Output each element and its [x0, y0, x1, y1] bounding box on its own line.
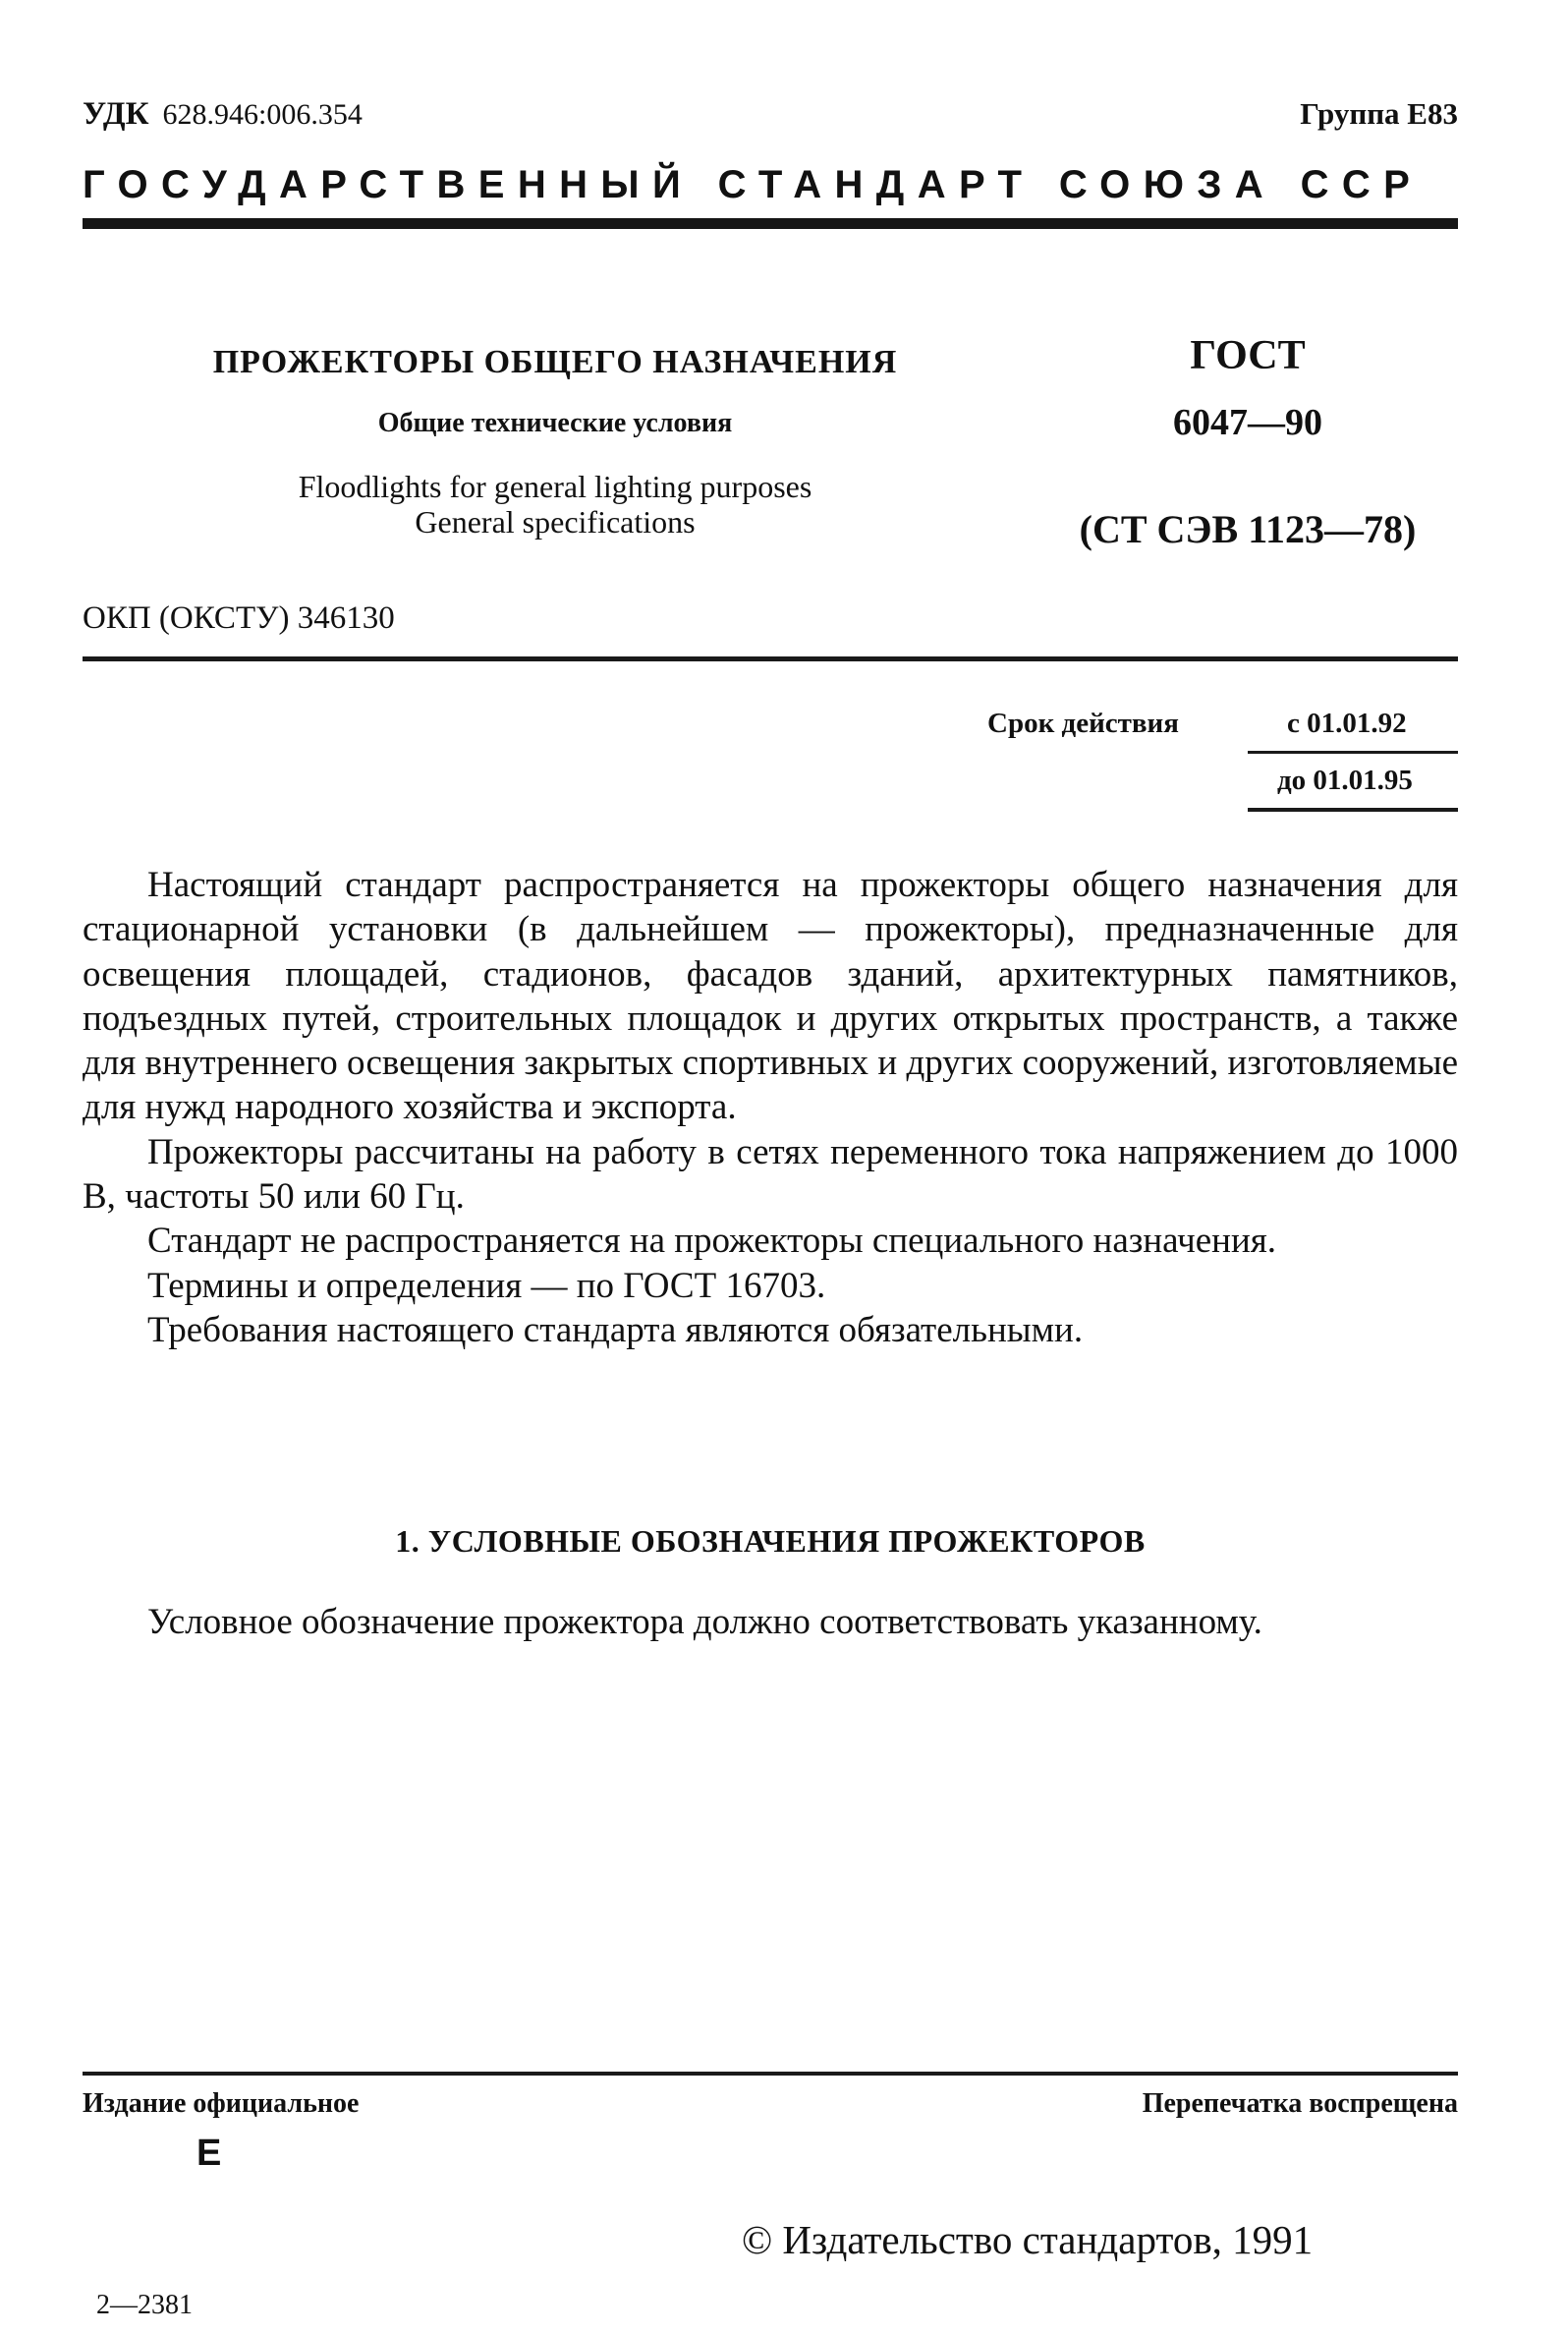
validity-rule-1 [1248, 751, 1458, 754]
paragraph-terms: Термины и определения — по ГОСТ 16703. [147, 1265, 826, 1306]
state-standard-banner: ГОСУДАРСТВЕННЫЙ СТАНДАРТ СОЮЗА ССР [83, 163, 1424, 206]
okp-code: ОКП (ОКСТУ) 346130 [83, 600, 395, 636]
footer-rule [83, 2072, 1458, 2076]
section-1-title: 1. УСЛОВНЫЕ ОБОЗНАЧЕНИЯ ПРОЖЕКТОРОВ [395, 1523, 1146, 1559]
validity-rule-2 [1248, 808, 1458, 812]
paragraph-exclusion: Стандарт не распространяется на прожекторы специального назначения. [147, 1221, 1277, 1262]
validity-label: Срок действия [987, 708, 1179, 739]
gost-label: ГОСТ [1190, 333, 1306, 378]
group-code: Группа Е83 [1300, 96, 1458, 131]
english-title: Floodlights for general lighting purposes [298, 469, 812, 504]
paragraph-scope: Настоящий стандарт распространяется на прожекторы общего назначения для стационарной установки (в дальнейшем — прожекторы), предназначенные для освещения площадей, стадионов, фасадов зданий, архитектурных памятников, подъездных путей, строительных площадок и других открытых пространств, а также для внутреннего освещения закрытых спортивных и других сооружений, изготовляемые для нужд народного хозяйства и экспорта. [83, 865, 1458, 1128]
gost-number: 6047—90 [1173, 402, 1322, 443]
official-edition-label: Издание официальное [83, 2088, 360, 2119]
reprint-prohibited-label: Перепечатка воспрещена [1142, 2088, 1458, 2119]
title-rule [83, 656, 1458, 661]
udk-line [83, 96, 363, 133]
document-subtitle: Общие технические условия [377, 408, 733, 438]
copyright-notice: © Издательство стандартов, 1991 [742, 2217, 1314, 2262]
english-subtitle: General specifications [415, 504, 696, 540]
header-rule [83, 218, 1458, 229]
intro-text [83, 863, 1458, 1352]
validity-from: с 01.01.92 [1287, 708, 1407, 739]
document-title: ПРОЖЕКТОРЫ ОБЩЕГО НАЗНАЧЕНИЯ [212, 344, 898, 380]
paragraph-mandatory: Требования настоящего стандарта являются обязательными. [147, 1309, 1084, 1350]
edition-letter: Е [196, 2133, 222, 2174]
print-code: 2—2381 [96, 2290, 193, 2320]
section-1-body [83, 1600, 1458, 1644]
udk-label: УДК [83, 96, 149, 132]
validity-to: до 01.01.95 [1277, 765, 1413, 796]
section-1-paragraph: Условное обозначение прожектора должно соответствовать указанному. [147, 1602, 1262, 1642]
paragraph-voltage: Прожекторы рассчитаны на работу в сетях переменного тока напряжением до 1000 В, частоты 50 или 60 Гц. [83, 1131, 1458, 1218]
st-sev-number: (СТ СЭВ 1123—78) [1079, 507, 1417, 551]
udk-number: 628.946:006.354 [162, 98, 363, 131]
